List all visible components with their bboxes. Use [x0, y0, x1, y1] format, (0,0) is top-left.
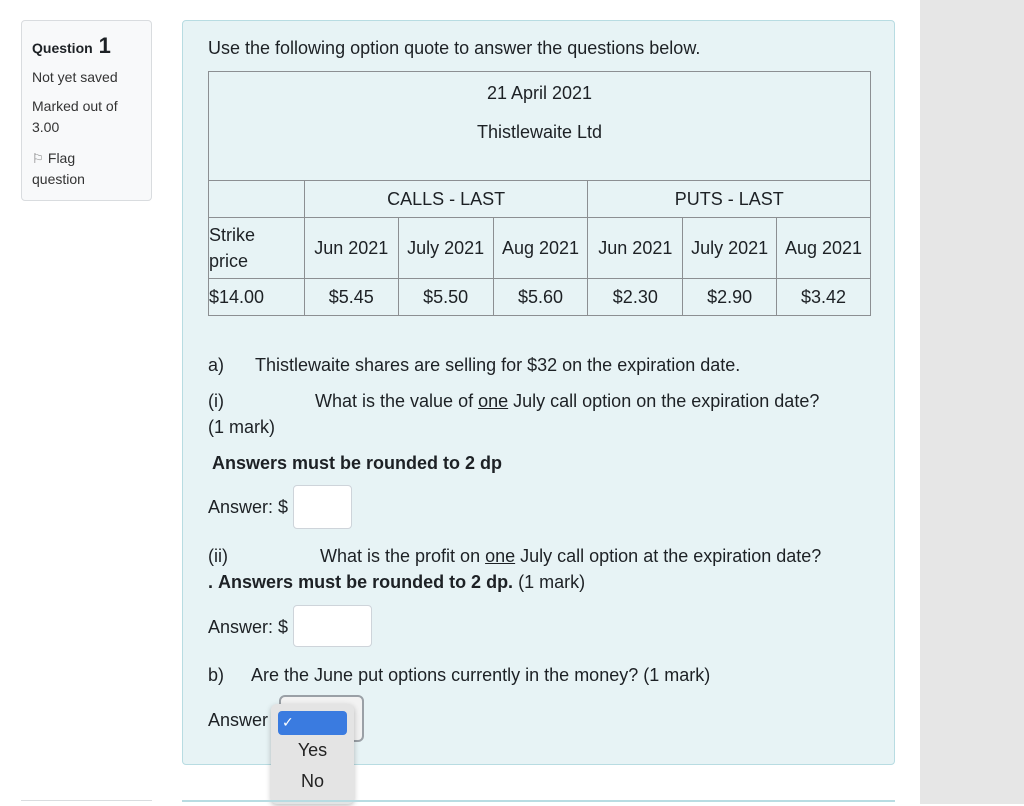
part-a2-label: (ii)	[208, 546, 228, 566]
marked-value: 3.00	[32, 119, 60, 135]
part-a1-label: (i)	[208, 391, 224, 411]
a2-text-post: July call option at the expiration date?	[515, 546, 822, 566]
a1-text-pre: What is the value of	[315, 391, 479, 411]
calls-header: CALLS - LAST	[304, 181, 588, 218]
part-a-text: Thistlewaite shares are selling for $32 on the expiration date.	[255, 355, 741, 375]
strike-label-line1: Strike	[209, 225, 256, 245]
a2-bullet: .	[208, 572, 214, 592]
part-a2-question	[320, 546, 821, 567]
a2-text-underlined: one	[485, 546, 516, 566]
part-a1-question	[315, 391, 819, 412]
strike-label-line2: price	[209, 251, 249, 271]
quote-date: 21 April 2021	[486, 83, 593, 103]
checkmark-icon: ✓	[282, 714, 294, 730]
question-number-value: 1	[98, 33, 111, 58]
page-right-gutter	[920, 0, 1024, 804]
option-price: $5.45	[304, 279, 398, 316]
marked-out-of	[32, 96, 141, 138]
a1-text-post: July call option on the expiration date?	[508, 391, 820, 411]
flag-icon: ⚐	[32, 151, 44, 166]
option-price: $2.30	[588, 279, 683, 316]
part-a-label: a)	[208, 355, 225, 375]
question-lead: Use the following option quote to answer the questions below.	[208, 38, 701, 58]
month-header: Jun 2021	[588, 218, 683, 279]
next-question-content-edge	[182, 800, 895, 806]
question-label: Question	[32, 40, 93, 56]
option-price: $3.42	[777, 279, 871, 316]
option-price: $5.60	[493, 279, 588, 316]
part-a2-note	[208, 572, 585, 593]
month-header: Aug 2021	[493, 218, 588, 279]
flag-question-link[interactable]	[32, 148, 141, 190]
dropdown-option-blank[interactable]	[278, 711, 347, 735]
rounding-note: Answers must be rounded to 2 dp	[212, 453, 503, 473]
a2-rounding-note: Answers must be rounded to 2 dp.	[218, 572, 514, 592]
month-header: Jun 2021	[304, 218, 398, 279]
part-b-label: b)	[208, 665, 225, 685]
question-content-panel	[182, 20, 895, 791]
a2-text-pre: What is the profit on	[320, 546, 486, 566]
strike-price-label	[209, 218, 305, 279]
flag-label: Flag	[47, 150, 76, 166]
question-status: Not yet saved	[32, 69, 118, 85]
dropdown-option-yes[interactable]: Yes	[297, 740, 328, 760]
option-price: $2.90	[683, 279, 777, 316]
dropdown-option-no[interactable]: No	[300, 771, 324, 791]
a2-mark: (1 mark)	[518, 572, 586, 592]
option-price: $5.50	[398, 279, 493, 316]
answer2-label: Answer: $	[208, 617, 289, 637]
answer2-input[interactable]	[293, 605, 372, 647]
question-number	[32, 33, 141, 59]
strike-value: $14.00	[209, 279, 305, 316]
month-header: July 2021	[683, 218, 777, 279]
table-header-cell	[209, 72, 871, 181]
flag-label-2: question	[32, 171, 85, 187]
a1-text-underlined: one	[478, 391, 509, 411]
answer1-input[interactable]	[293, 485, 352, 529]
part-b-text: Are the June put options currently in the money? (1 mark)	[251, 665, 711, 685]
option-quote-table	[208, 71, 871, 316]
quote-company: Thistlewaite Ltd	[476, 122, 603, 142]
puts-header: PUTS - LAST	[588, 181, 871, 218]
answer1-label: Answer: $	[208, 497, 289, 517]
month-header: Aug 2021	[777, 218, 871, 279]
month-header: July 2021	[398, 218, 493, 279]
marked-label: Marked out of	[32, 98, 118, 114]
table-blank-cell	[209, 181, 305, 218]
answer3-label: Answer	[208, 710, 269, 730]
answer3-dropdown-menu	[271, 704, 354, 804]
question-info-panel	[21, 20, 152, 201]
part-a1-mark: (1 mark)	[208, 417, 275, 437]
next-question-info-edge	[21, 800, 152, 805]
